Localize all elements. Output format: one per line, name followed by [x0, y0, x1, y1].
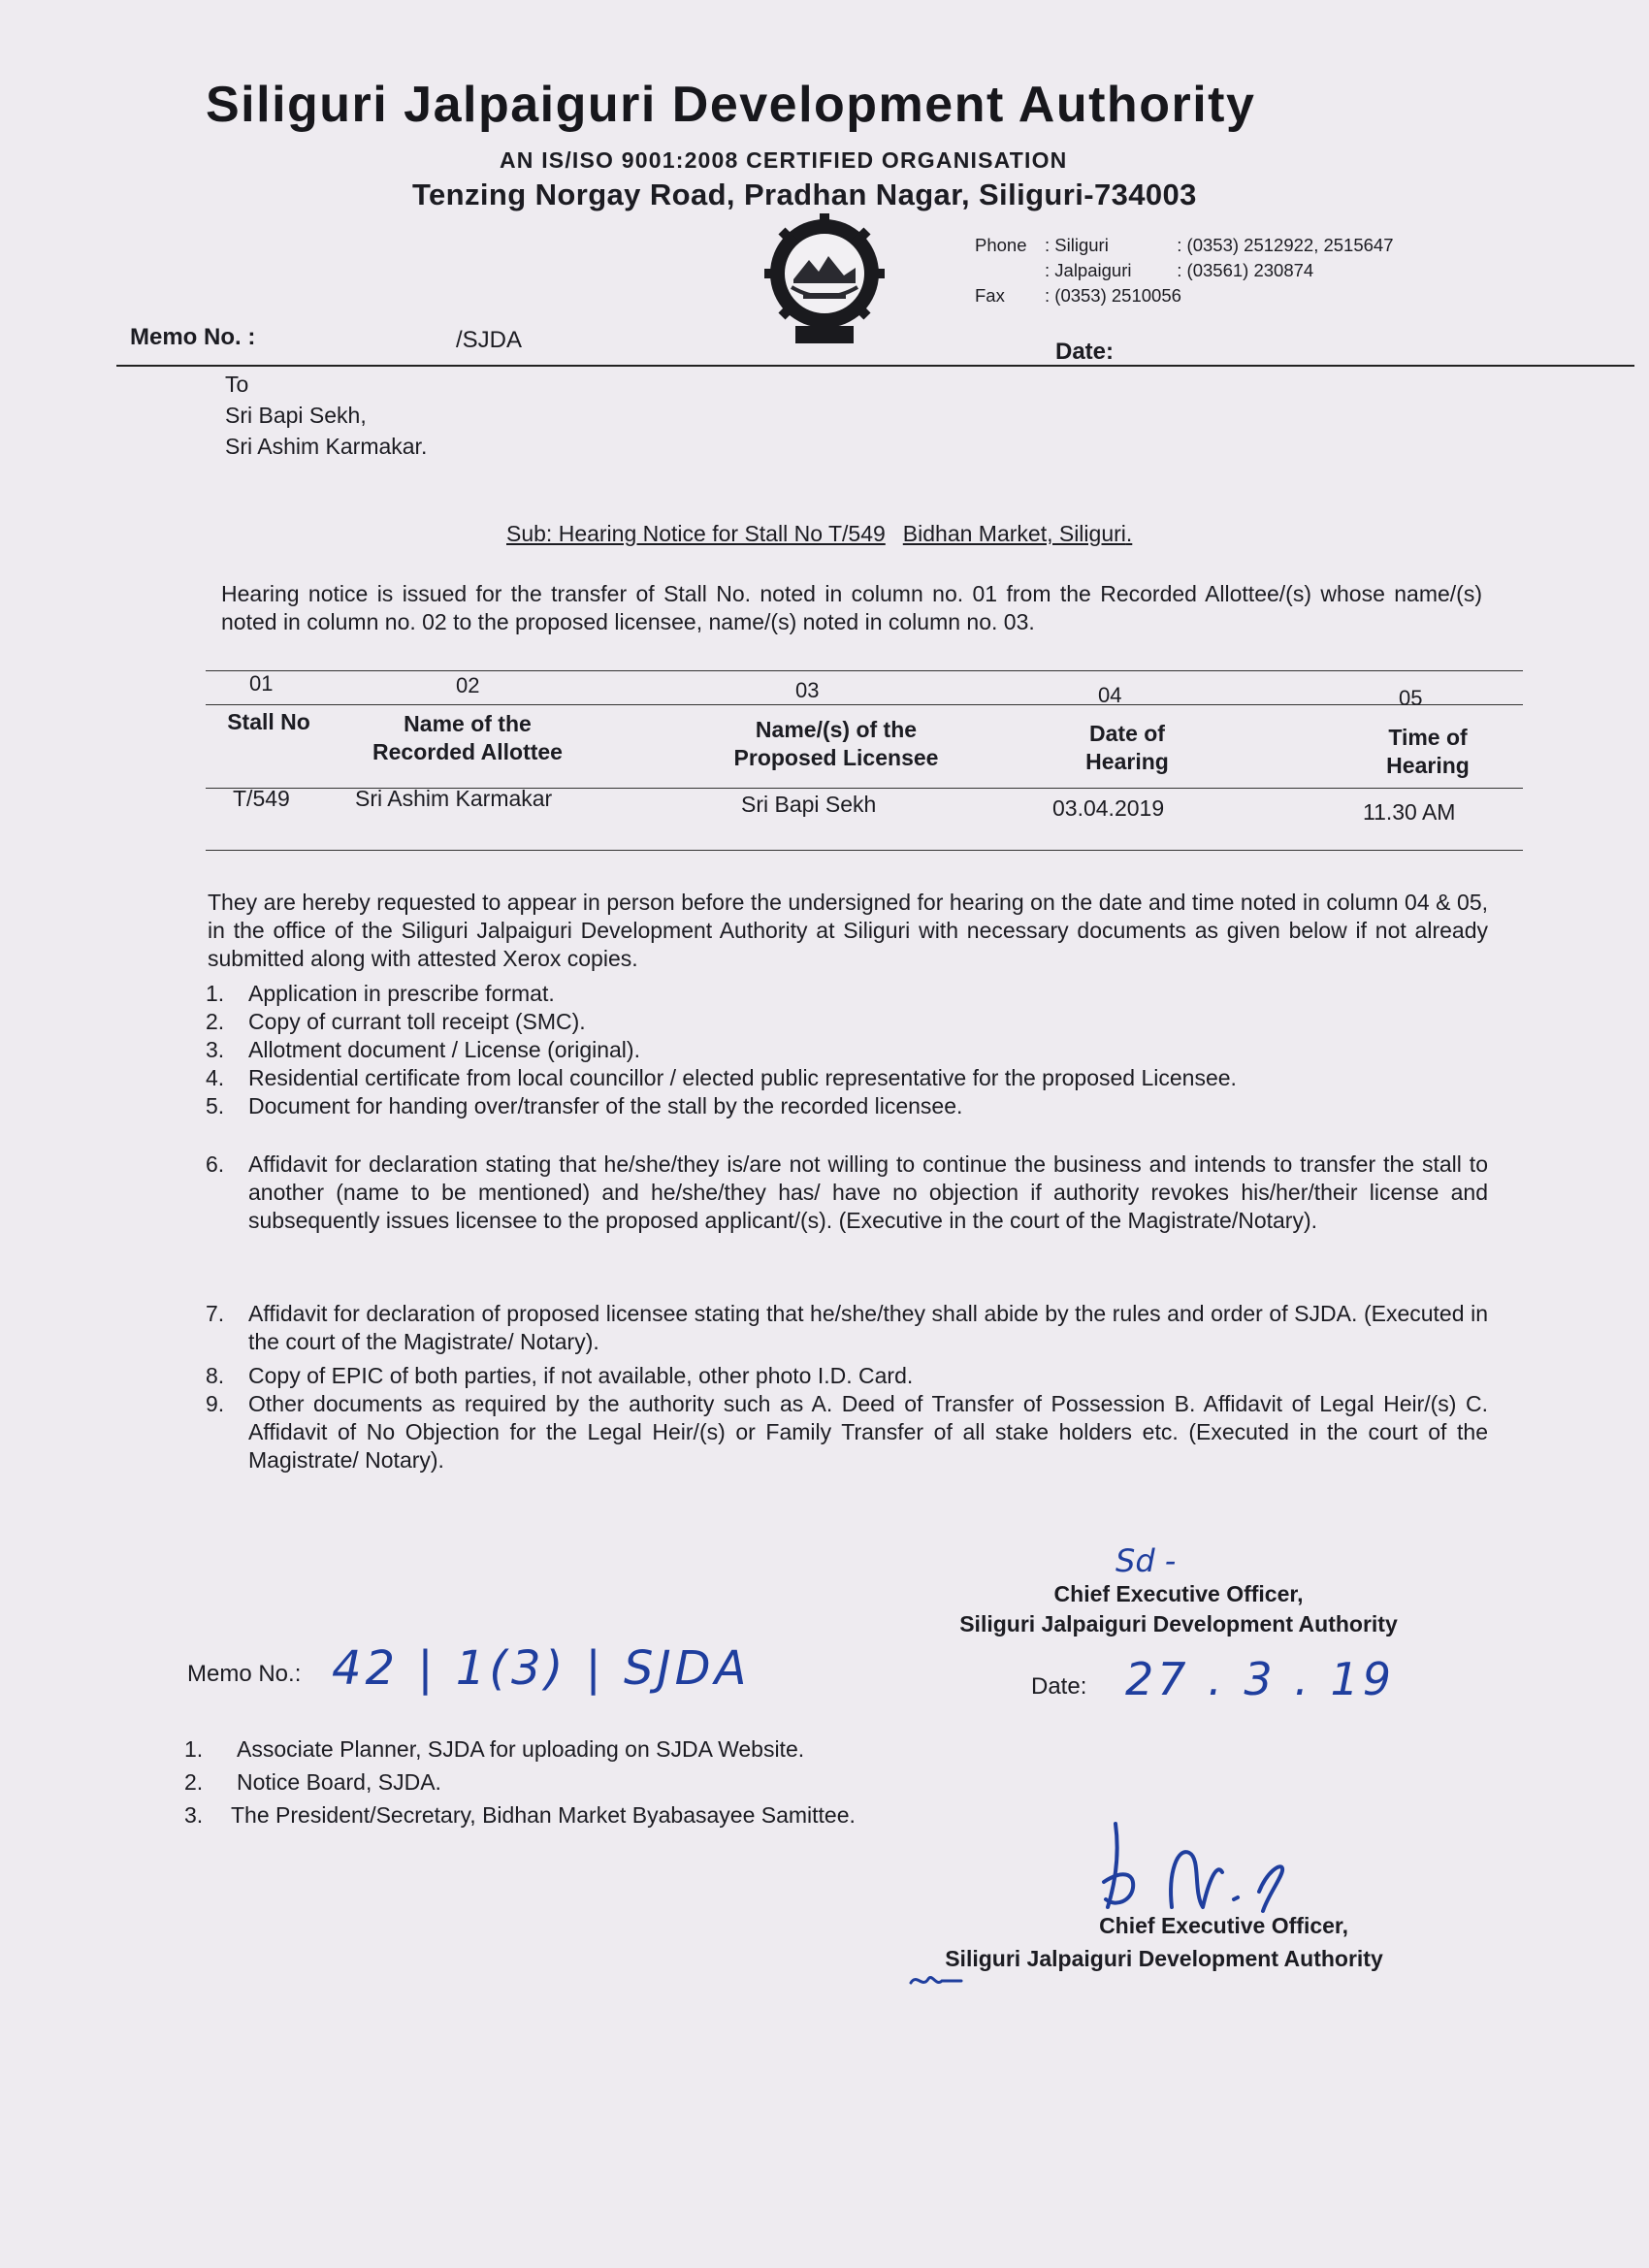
contact-city: Jalpaiguri	[1054, 260, 1132, 280]
header-text: Recorded Allottee	[372, 739, 563, 764]
handwritten-signature	[1077, 1814, 1310, 1921]
list-text: Other documents as required by the authority such as A. Deed of Transfer of Possession B. Affidavit of Legal Heir/(s) C. Affidavit of No Objection for the Legal Heir/(s) or Family Transfer of all stake holders etc. (Executed in the court of the Magistrate/ Notary).	[248, 1391, 1488, 1473]
header-text: Name of the	[404, 711, 532, 736]
list-text: Associate Planner, SJDA for uploading on SJDA Website.	[237, 1736, 805, 1762]
list-number: 9.	[206, 1391, 225, 1416]
endorsement-date-label: Date:	[1031, 1673, 1087, 1700]
header-text: Name/(s) of the	[755, 717, 918, 742]
subject-end: .	[1125, 521, 1133, 546]
cell-proposed-licensee: Sri Bapi Sekh	[741, 792, 877, 817]
header-text: Date of	[1089, 721, 1165, 746]
list-text: Copy of currant toll receipt (SMC).	[248, 1009, 586, 1034]
list-item	[184, 1766, 1057, 1798]
cell-recorded-allottee: Sri Ashim Karmakar	[355, 786, 553, 811]
contact-number: : (0353) 2512922, 2515647	[1177, 235, 1394, 255]
list-text: Affidavit for declaration stating that he/she/they is/are not willing to continue the business and intends to transfer the stall to another (name to be mentioned) and he/she/they has/ have no objection if authority revokes his/her/their license and subsequently issues licensee to the proposed applicant/(s). (Executive in the court of the Magistrate/Notary).	[248, 1151, 1488, 1233]
list-item	[184, 1798, 1057, 1831]
column-number: 01	[249, 671, 274, 696]
recipient-name: Sri Ashim Karmakar.	[225, 434, 428, 459]
address-line: Tenzing Norgay Road, Pradhan Nagar, Siliguri-734003	[412, 178, 1197, 211]
column-number: 02	[456, 673, 480, 697]
list-text: The President/Secretary, Bidhan Market Byabasayee Samittee.	[231, 1802, 856, 1828]
org-title: Siliguri Jalpaiguri Development Authority	[206, 77, 1256, 133]
list-number: 1.	[206, 981, 225, 1006]
recipient-name: Sri Bapi Sekh,	[225, 403, 367, 428]
list-number: 4.	[206, 1065, 225, 1090]
contact-key: Fax	[975, 285, 1005, 306]
list-text: Allotment document / License (original).	[248, 1037, 640, 1062]
list-item	[206, 1036, 1488, 1064]
list-number: 1.	[184, 1736, 204, 1762]
to-label: To	[225, 372, 249, 397]
list-number: 3.	[184, 1802, 204, 1828]
subject-part: Bidhan Market, Siliguri	[902, 521, 1126, 546]
handwritten-memo-number: 42 | 1(3) | SJDA	[332, 1641, 751, 1696]
contact-sep: :	[1045, 260, 1051, 280]
list-number: 2.	[184, 1769, 204, 1795]
column-number: 03	[795, 678, 820, 702]
list-item	[206, 1150, 1488, 1235]
subject-part: Sub: Hearing Notice for Stall No T/549	[506, 521, 886, 546]
list-text: Copy of EPIC of both parties, if not available, other photo I.D. Card.	[248, 1363, 914, 1388]
handwritten-date: 27 . 3 . 19	[1125, 1653, 1396, 1705]
list-number: 7.	[206, 1301, 225, 1326]
list-item	[206, 1092, 1488, 1120]
list-item	[206, 1300, 1488, 1356]
list-number: 8.	[206, 1363, 225, 1388]
list-item	[206, 1008, 1488, 1036]
copy-to-list	[184, 1733, 1057, 1831]
signatory-title: Chief Executive Officer,	[1053, 1581, 1304, 1606]
header-text: Proposed Licensee	[733, 745, 939, 770]
list-text: Document for handing over/transfer of the stall by the recorded licensee.	[248, 1093, 963, 1118]
certification-line: AN IS/ISO 9001:2008 CERTIFIED ORGANISATION	[500, 147, 1068, 173]
list-item	[206, 1362, 1488, 1390]
contact-fax-number: (0353) 2510056	[1054, 285, 1181, 306]
contact-city: Siliguri	[1054, 235, 1109, 255]
memo-label: Memo No. :	[130, 324, 256, 350]
date-label: Date:	[1055, 339, 1115, 365]
signatory-org: Siliguri Jalpaiguri Development Authority	[945, 1946, 1383, 1971]
contact-number: : (03561) 230874	[1177, 260, 1314, 280]
endorsement-memo-label: Memo No.:	[187, 1661, 302, 1687]
header-text: Hearing	[1386, 753, 1470, 778]
list-item	[206, 980, 1488, 1008]
signatory-title: Chief Executive Officer,	[1099, 1913, 1348, 1938]
cell-hearing-date: 03.04.2019	[1052, 795, 1165, 821]
column-number: 04	[1098, 683, 1122, 707]
header-text: Hearing	[1085, 749, 1169, 774]
list-text: Application in prescribe format.	[248, 981, 555, 1006]
memo-suffix: /SJDA	[456, 327, 523, 353]
list-number: 2.	[206, 1009, 225, 1034]
list-item	[206, 1390, 1488, 1474]
signature-initial: Sd -	[1116, 1542, 1177, 1579]
list-number: 5.	[206, 1093, 225, 1118]
list-text: Affidavit for declaration of proposed licensee stating that he/she/they shall abide by the rules and order of SJDA. (Executed in the court of the Magistrate/ Notary).	[248, 1301, 1488, 1354]
contact-key: Phone	[975, 235, 1027, 255]
contact-sep: :	[1045, 235, 1051, 255]
header-text: Stall No	[227, 709, 310, 734]
request-paragraph: They are hereby requested to appear in person before the undersigned for hearing on the date and time noted in column 04 & 05, in the office of the Siliguri Jalpaiguri Development Authority at Siliguri with necessary documents as given below if not already submitted along with attested Xerox copies.	[208, 890, 1488, 971]
intro-paragraph: Hearing notice is issued for the transfer of Stall No. noted in column no. 01 from the Recorded Allottee/(s) whose name/(s) noted in column no. 02 to the proposed licensee, name/(s) noted in column no. 03.	[221, 581, 1482, 634]
contact-sep: :	[1045, 285, 1051, 306]
list-item	[184, 1733, 1057, 1766]
list-text: Residential certificate from local councillor / elected public representative for the proposed Licensee.	[248, 1065, 1237, 1090]
cell-hearing-time: 11.30 AM	[1363, 799, 1456, 825]
header-text: Time of	[1388, 725, 1468, 750]
signatory-org: Siliguri Jalpaiguri Development Authority	[959, 1611, 1398, 1636]
list-text: Notice Board, SJDA.	[237, 1769, 441, 1795]
cell-stall-no: T/549	[233, 786, 290, 811]
column-number: 05	[1399, 686, 1423, 710]
list-number: 6.	[206, 1151, 225, 1177]
list-number: 3.	[206, 1037, 225, 1062]
list-item	[206, 1064, 1488, 1092]
handwritten-initial-mark	[907, 1969, 965, 1993]
